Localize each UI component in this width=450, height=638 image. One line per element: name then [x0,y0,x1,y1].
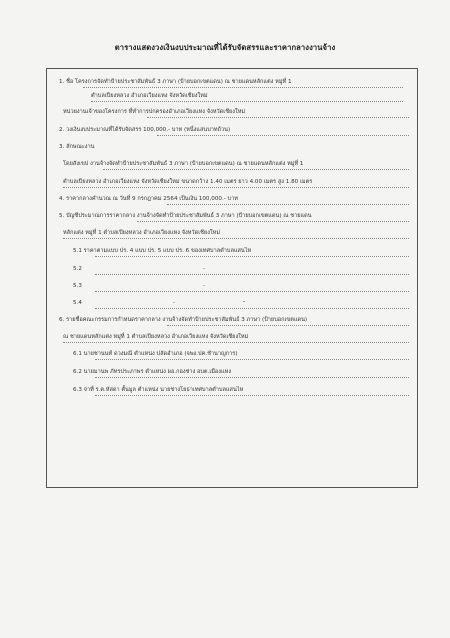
dot-mark: . [243,298,246,304]
fill-line [147,117,409,118]
committee-member-3: 6.3 จ่าที่ ร.ต.หัสดา ตั้นมูล ตำแหน่ง นายช่างโยธาเทศบาลตำบลแสนไห [73,387,244,393]
item-4-median-price: 4. ราคากลางคำนวณ ณ วันที่ 9 กรกฎาคม 2564 เป็นเงิน 100,000.- บาท [59,196,238,202]
fill-line [137,221,409,222]
fill-line [63,342,409,343]
dash-5-2: - [203,266,206,272]
fill-line [95,359,409,360]
item-5-2: 5.2 [73,266,82,272]
item-3-description: โดยสังเขป งานจ้างจัดทำป้ายประชาสัมพันธ์ 3 ภาษา (ป้ายบอกเขตแดน) ณ ชายแดนหลักแต่ง หมู่ที่ 1 [63,161,304,167]
item-5-location: หลักแต่ง หมู่ที่ 1 ตำบลเปียงหลวง อำเภอเวียงแหง จังหวัดเชียงใหม่ [63,230,221,236]
fill-line [63,187,409,188]
document-title: ตารางแสดงวงเงินงบประมาณที่ได้รับจัดสรรและราคากลางงานจ้าง [114,43,336,52]
item-3-heading: 3. ลักษณะงาน [59,144,95,150]
fill-line [167,325,409,326]
form-frame [46,68,418,488]
fill-line [91,101,403,102]
fill-line [83,87,403,88]
fill-line [157,135,409,136]
fill-line [95,274,409,275]
fill-line [95,377,409,378]
fill-line [103,169,409,170]
committee-member-2: 6.2 นายมานพ ภัทรประภาพร ตำแหน่ง ผอ.กองช่าง อบต.เมืองแหง [73,369,232,375]
item-1-location: ตำบลเปียงหลวง อำเภอเวียงแหง จังหวัดเชียงใหม่ [91,93,208,99]
item-6-location: ณ ชายแดนหลักแต่ง หมู่ที่ 1 ตำบลเปียงหลวง อำเภอเวียงแหง จังหวัดเชียงใหม่ [63,334,249,340]
fill-line [167,204,409,205]
project-owner: หน่วยงานเจ้าของโครงการ ที่ทำการปกครองอำเภอเวียงแหง จังหวัดเชียงใหม่ [63,109,246,115]
fill-line [95,291,409,292]
item-5-heading: 5. บัญชีประมาณการราคากลาง งานจ้างจัดทำป้ายประชาสัมพันธ์ 3 ภาษา (ป้ายบอกเขตแดน) ณ ชายแดน [59,213,312,219]
dash-5-4: - [173,300,176,306]
item-5-1: 5.1 ราคาตามแบบ ปร. 4 แบบ ปร. 5 แบบ ปร. 6 ของเทศบาลตำบลแสนไห [73,248,252,254]
fill-line [95,308,409,309]
item-3-dimensions: ตำบลเปียงหลวง อำเภอเวียงแหง จังหวัดเชียงใหม่ ขนาดกว้าง 1.40 เมตร ยาว 4.00 เมตร สูง 1.80 เมตร [63,179,313,185]
committee-member-1: 6.1 นายชานนท์ ดวงมณี ตำแหน่ง ปลัดอำเภอ (จพง.ปค.ชำนาญการ) [73,351,238,357]
fill-line [95,395,409,396]
item-5-4: 5.4 [73,300,82,306]
item-1-name: 1. ชื่อ โครงการจัดทำป้ายประชาสัมพันธ์ 3 ภาษา (ป้ายบอกเขตแดน) ณ ชายแดนหลักแต่ง หมู่ที่ 1 [59,79,292,85]
item-2-budget: 2. วงเงินงบประมาณที่ได้รับจัดสรร 100,000.- บาท (หนึ่งแสนบาทถ้วน) [59,127,231,133]
item-5-3: 5.3 [73,283,82,289]
fill-line [63,238,409,239]
dash-5-3: - [203,283,206,289]
item-6-heading: 6. รายชื่อคณะกรรมการกำหนดราคากลาง งานจ้างจัดทำป้ายประชาสัมพันธ์ 3 ภาษา (ป้ายบอกเขตแดน) [59,317,308,323]
fill-line [95,256,409,257]
